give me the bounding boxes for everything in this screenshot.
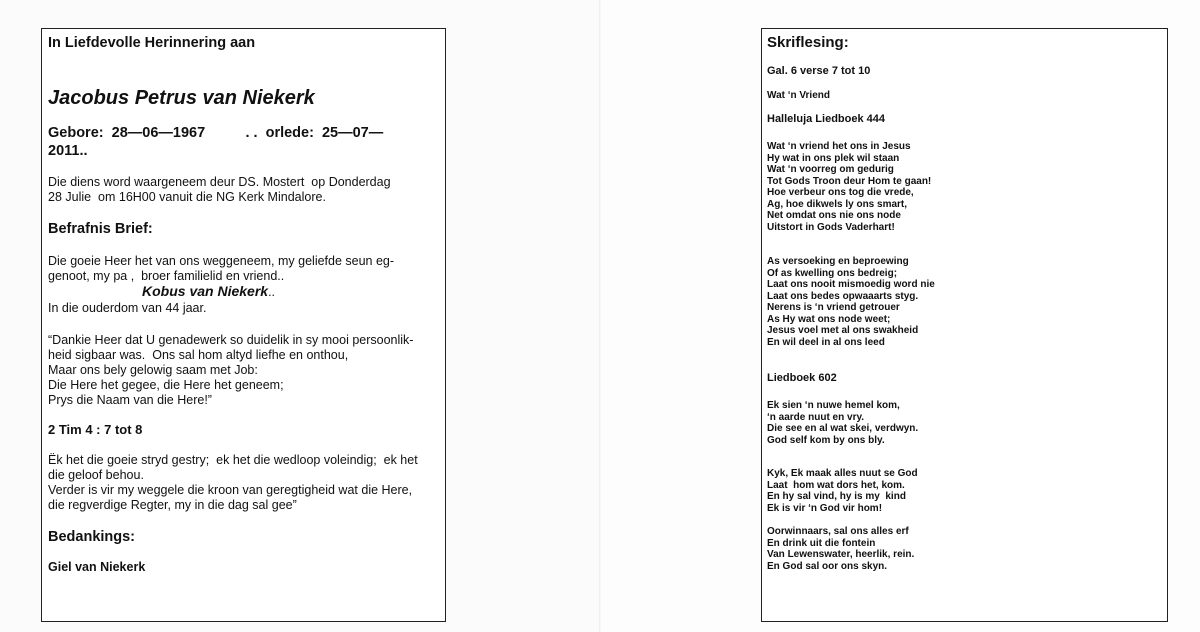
burial-text: Die goeie Heer het van ons weggeneem, my geliefde seun eg- genoot, my pa , broer familielid en vriend.. bbox=[48, 254, 395, 283]
hymn-2-heading: Liedboek 602 bbox=[767, 372, 837, 384]
memorial-heading: In Liefdevolle Herinnering aan bbox=[48, 35, 256, 51]
service-details: Die diens word waargeneem deur DS. Mostert op Donderdag 28 Julie om 16H00 vanuit die NG Kerk Mindalore. bbox=[48, 175, 391, 204]
thanks-heading: Bedankings: bbox=[48, 529, 136, 545]
hymn-1-verse-1: Wat ‘n vriend het ons in Jesus Hy wat in ons plek wil staan Wat ‘n voorreg om gedurig Tot Gods Troon deur Hom te gaan! Hoe verbeur ons tog die vrede, Ag, hoe dikwels ly ons smart, Net omdat ons nie ons node Uitstort in Gods Vaderhart! bbox=[767, 141, 932, 233]
kobus-line bbox=[142, 284, 275, 300]
hymn-2-verse-2: Kyk, Ek maak alles nuut se God Laat hom wat dors het, kom. En hy sal vind, hy is my kind Ek is vir ‘n God vir hom! bbox=[767, 468, 918, 514]
hymn-title: Wat ‘n Vriend bbox=[767, 90, 830, 101]
page-fold bbox=[599, 0, 601, 632]
quote-text: “Dankie Heer dat U genadewerk so duidelik in sy mooi persoonlik- heid sigbaar was. Ons sal hom altyd liefhe en onthou, Maar ons bely gelowig saam met Job: Die Here het gegee, die Here het geneem; Prys die Naam van die Here!” bbox=[48, 333, 414, 407]
hymn-1-verse-2: As versoeking en beproewing Of as kwelling ons bedreig; Laat ons nooit mismoedig word nie Laat ons bedes opwaaarts styg. Nerens is ‘n vriend getrouer As Hy wat ons node weet; Jesus voel met al ons swakheid En wil deel in al ons leed bbox=[767, 256, 935, 348]
kobus-name: Kobus van Niekerk bbox=[142, 283, 269, 299]
deceased-name: Jacobus Petrus van Niekerk bbox=[48, 87, 315, 109]
scripture-text: Ëk het die goeie stryd gestry; ek het die wedloop voleindig; ek het die geloof behou. Verder is vir my weggele die kroon van geregtigheid wat die Here, die regverdige Regter, my in die dag sal gee” bbox=[48, 453, 418, 512]
burial-heading: Befrafnis Brief: bbox=[48, 221, 153, 237]
reading-heading: Skriflesing: bbox=[767, 34, 849, 51]
hymn-1-heading: Halleluja Liedboek 444 bbox=[767, 113, 885, 125]
memorial-panel bbox=[41, 28, 446, 622]
reading-reference: Gal. 6 verse 7 tot 10 bbox=[767, 65, 871, 77]
scripture-reference: 2 Tim 4 : 7 tot 8 bbox=[48, 422, 143, 437]
scripture-panel bbox=[761, 28, 1168, 622]
birth-death-dates: Gebore: 28—06—1967 . . orlede: 25—07— 2011.. bbox=[48, 125, 384, 159]
hymn-2-verse-1: Ek sien ‘n nuwe hemel kom, ‘n aarde nuut en vry. Die see en al wat skei, verdwyn. God self kom by ons bly. bbox=[767, 400, 919, 446]
age-text: In die ouderdom van 44 jaar. bbox=[48, 301, 207, 315]
thanks-name: Giel van Niekerk bbox=[48, 560, 146, 574]
hymn-2-verse-3: Oorwinnaars, sal ons alles erf En drink uit die fontein Van Lewenswater, heerlik, rein. En God sal oor ons skyn. bbox=[767, 526, 915, 572]
kobus-suffix: .. bbox=[268, 285, 276, 299]
